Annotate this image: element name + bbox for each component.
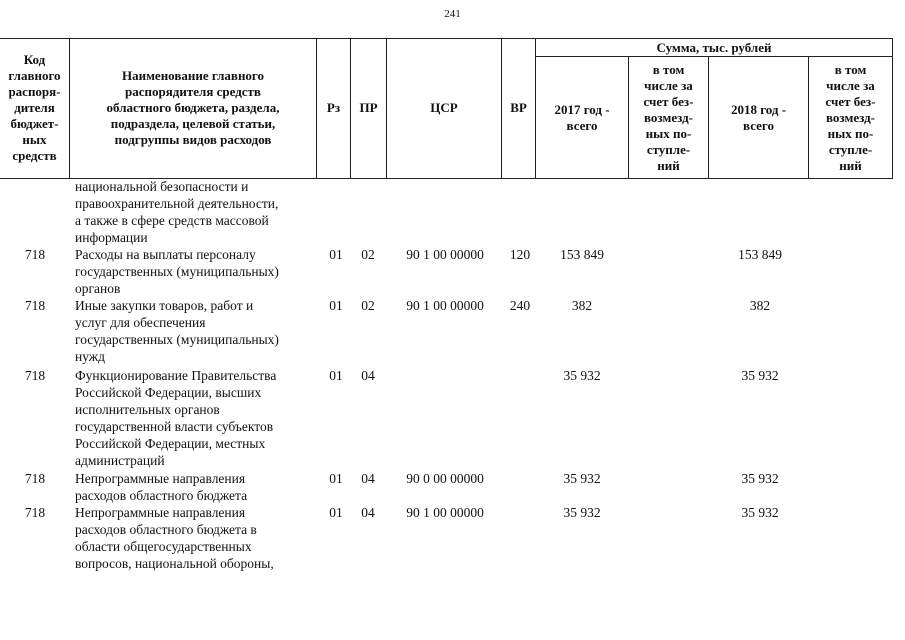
name-line: вопросов, национальной обороны,: [75, 556, 274, 571]
header-code-line: средств: [12, 148, 57, 163]
header-name-line: подгруппы видов расходов: [114, 132, 272, 147]
row-sum-2018: 35 932: [741, 471, 779, 486]
name-line: услуг для обеспечения: [75, 315, 206, 330]
row-pr: 02: [361, 298, 375, 313]
row-pr: 02: [361, 247, 375, 262]
name-line: Функционирование Правительства: [75, 368, 277, 383]
header-2017-total: [536, 57, 628, 178]
header-2017-grant-line: счет без-: [643, 93, 694, 109]
header-2017-line: 2017 год -: [554, 101, 610, 117]
header-2017-grant-text: [644, 62, 694, 174]
header-2017-grant-line: числе за: [644, 77, 693, 93]
header-code-line: ных: [22, 132, 47, 147]
header-2018-text: [731, 102, 786, 134]
name-line: администраций: [75, 453, 165, 468]
header-2018-grant-line: в том: [834, 61, 867, 77]
row-csr: 90 1 00 00000: [406, 505, 484, 520]
header-2017-grant: [629, 57, 708, 178]
row-rz: 01: [329, 505, 343, 520]
row-csr: 90 0 00 00000: [406, 471, 484, 486]
header-name-line: распорядителя средств: [125, 84, 261, 99]
row-pr: 04: [361, 368, 375, 383]
header-divider: [892, 38, 893, 178]
header-2018-grant-line: ных по-: [827, 125, 874, 141]
header-name-line: областного бюджета, раздела,: [106, 100, 280, 115]
name-line: области общегосударственных: [75, 539, 252, 554]
header-2018-grant-line: возмезд-: [826, 109, 875, 125]
header-name-line: Наименование главного: [121, 68, 265, 83]
name-line: Непрограммные направления: [75, 471, 246, 486]
header-name: [70, 39, 316, 177]
row-sum-2017: 35 932: [563, 505, 601, 520]
header-code-text: [8, 52, 60, 164]
row-name: [75, 367, 315, 469]
header-2017-line: всего: [566, 117, 598, 133]
row-sum-2017: 35 932: [563, 471, 601, 486]
name-line: расходов областного бюджета в: [75, 522, 257, 537]
row-sum-2018: 35 932: [741, 368, 779, 383]
name-line: национальной безопасности и: [75, 179, 249, 194]
row-csr: 90 1 00 00000: [406, 298, 484, 313]
row-code: 718: [24, 247, 46, 262]
row-csr: 90 1 00 00000: [406, 247, 484, 262]
header-name-line: подраздела, целевой статьи,: [110, 116, 276, 131]
header-pr: ПР: [359, 100, 378, 115]
header-2017-grant-line: возмезд-: [644, 109, 693, 125]
row-vr: 240: [509, 298, 531, 313]
header-2017-grant-line: ступле-: [646, 141, 691, 157]
row-rz: 01: [329, 247, 343, 262]
name-line: нужд: [75, 349, 105, 364]
name-line: Российской Федерации, местных: [75, 436, 266, 451]
name-line: органов: [75, 281, 121, 296]
header-code-line: Код: [23, 52, 46, 67]
row-code: 718: [24, 298, 46, 313]
header-rz: Рз: [326, 100, 341, 115]
header-sum-group: Сумма, тыс. рублей: [656, 39, 772, 55]
row-vr: 120: [509, 247, 531, 262]
header-2017-grant-line: ных по-: [645, 125, 692, 141]
row-sum-2017: 35 932: [563, 368, 601, 383]
row-pr: 04: [361, 505, 375, 520]
name-line: государственной власти субъектов: [75, 419, 274, 434]
row-code: 718: [24, 505, 46, 520]
header-name-text: [107, 68, 280, 148]
header-2018-grant-line: числе за: [826, 77, 875, 93]
page-number: 241: [444, 8, 461, 20]
header-vr: ВР: [510, 100, 527, 115]
header-2018-line: всего: [743, 117, 774, 133]
name-line: а также в сфере средств массовой: [75, 213, 269, 228]
row-code: 718: [24, 368, 46, 383]
row-rz: 01: [329, 368, 343, 383]
row-rz: 01: [329, 298, 343, 313]
header-2018-line: 2018 год -: [730, 101, 787, 117]
row-name: [75, 470, 315, 504]
row-sum-2018: 382: [749, 298, 771, 313]
row-code: 718: [24, 471, 46, 486]
name-line: исполнительных органов: [75, 402, 220, 417]
name-line: Российской Федерации, высших: [75, 385, 262, 400]
row-rz: 01: [329, 471, 343, 486]
header-csr: ЦСР: [430, 100, 458, 115]
name-line: государственных (муниципальных): [75, 264, 279, 279]
header-2018-grant-line: ступле-: [828, 141, 873, 157]
header-code-line: дителя: [14, 100, 55, 115]
row-name: [75, 246, 315, 297]
header-2017-grant-line: в том: [652, 61, 685, 77]
name-line: расходов областного бюджета: [75, 488, 248, 503]
row-sum-2017: 153 849: [560, 247, 604, 262]
row-pr: 04: [361, 471, 375, 486]
name-line: правоохранительной деятельности,: [75, 196, 279, 211]
row-name: [75, 297, 315, 365]
name-line: Иные закупки товаров, работ и: [75, 298, 254, 313]
header-2017-grant-line: ний: [657, 157, 680, 173]
name-line: информации: [75, 230, 148, 245]
header-code-line: бюджет-: [10, 116, 59, 131]
row-name: [75, 504, 315, 572]
name-line: государственных (муниципальных): [75, 332, 279, 347]
row-sum-2017: 382: [571, 298, 593, 313]
header-2018-grant-text: [826, 62, 876, 174]
row-sum-2018: 35 932: [741, 505, 779, 520]
header-code-line: распоря-: [8, 84, 61, 99]
header-2018-grant-line: счет без-: [825, 93, 876, 109]
header-code: [0, 39, 69, 177]
row-name: [75, 178, 315, 246]
header-2018-grant: [809, 57, 892, 178]
header-2018-grant-line: ний: [839, 157, 862, 173]
header-2017-text: [554, 102, 609, 134]
name-line: Расходы на выплаты персоналу: [75, 247, 256, 262]
name-line: Непрограммные направления: [75, 505, 246, 520]
header-2018-total: [709, 57, 808, 178]
header-code-line: главного: [8, 68, 61, 83]
row-sum-2018: 153 849: [738, 247, 782, 262]
